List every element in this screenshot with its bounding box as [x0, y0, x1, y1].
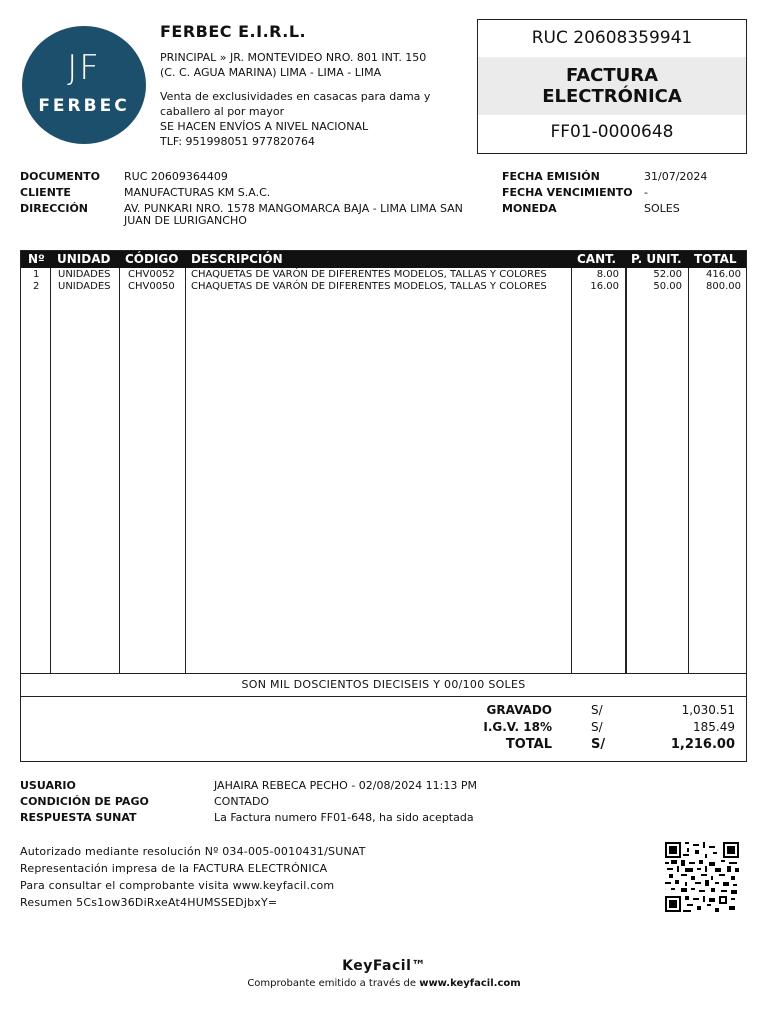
items-table [20, 250, 747, 762]
logo-monogram: JF [67, 48, 101, 88]
total-value: 1,216.00 [670, 737, 735, 752]
row-codigo: CHV0050 [128, 281, 175, 292]
row-total: 416.00 [706, 269, 741, 280]
col-unidad: UNIDAD [57, 252, 111, 266]
invoice-number: FF01-0000648 [550, 122, 674, 142]
row-total: 800.00 [706, 281, 741, 292]
desc-line-1: Venta de exclusividades en casacas para dama y [160, 90, 431, 103]
condicion-label: CONDICIÓN DE PAGO [20, 795, 149, 808]
usuario-label: USUARIO [20, 779, 76, 792]
direccion-line-2: JUAN DE LURIGANCHO [124, 214, 247, 227]
column-divider [571, 268, 572, 673]
row-no: 1 [33, 269, 40, 280]
condicion-value: CONTADO [214, 795, 270, 808]
gravado-value: 1,030.51 [681, 703, 735, 717]
meta-values [214, 778, 477, 826]
footer-subtitle [0, 978, 768, 989]
gravado-row [21, 703, 746, 720]
invoice-id-box [477, 19, 747, 154]
authorization-line-3: Para consultar el comprobante visita www.keyfacil.com [20, 879, 335, 892]
amount-in-words: SON MIL DOSCIENTOS DIECISEIS Y 00/100 SOLES [21, 673, 746, 697]
address-line-1: PRINCIPAL » JR. MONTEVIDEO NRO. 801 INT. 150 [160, 51, 427, 64]
igv-label: I.G.V. 18% [483, 720, 552, 734]
usuario-value: JAHAIRA REBECA PECHO - 02/08/2024 11:13 PM [214, 779, 478, 792]
col-codigo: CÓDIGO [125, 252, 179, 266]
fecha-vencimiento-value: - [644, 186, 648, 199]
company-name: FERBEC E.I.R.L. [160, 22, 307, 41]
company-logo [22, 26, 146, 144]
footer-link[interactable]: www.keyfacil.com [419, 978, 521, 989]
footer-sub-prefix: Comprobante emitido a través de [247, 978, 420, 989]
authorization-line-2: Representación impresa de la FACTURA ELECTRÓNICA [20, 862, 328, 875]
direccion-line-1: AV. PUNKARI NRO. 1578 MANGOMARCA BAJA - LIMA LIMA SAN [124, 202, 463, 215]
row-no: 2 [33, 281, 40, 292]
row-cant: 8.00 [596, 269, 619, 280]
authorization-line-1: Autorizado mediante resolución Nº 034-005-0010431/SUNAT [20, 845, 366, 858]
gravado-label: GRAVADO [486, 703, 552, 717]
direccion-value [124, 201, 496, 227]
fecha-vencimiento-label: FECHA VENCIMIENTO [502, 186, 633, 199]
col-punit: P. UNIT. [631, 252, 682, 266]
gravado-currency: S/ [591, 703, 603, 717]
fecha-emision-value: 31/07/2024 [644, 170, 708, 183]
col-descripcion: DESCRIPCIÓN [191, 252, 283, 266]
client-values [124, 169, 496, 227]
igv-row [21, 720, 746, 737]
igv-value: 185.49 [693, 720, 735, 734]
moneda-label: MONEDA [502, 202, 557, 215]
cliente-label: CLIENTE [20, 186, 71, 199]
col-cant: CANT. [577, 252, 617, 266]
logo-name: FERBEC [38, 96, 130, 116]
cliente-value: MANUFACTURAS KM S.A.C. [124, 186, 271, 199]
qr-code [665, 842, 739, 912]
col-no: Nº [28, 252, 45, 266]
column-divider [119, 268, 120, 673]
date-labels [502, 169, 633, 217]
row-codigo: CHV0052 [128, 269, 175, 280]
row-descripcion: CHAQUETAS DE VARÓN DE DIFERENTES MODELOS, TALLAS Y COLORES [191, 281, 547, 292]
row-punit: 52.00 [653, 269, 682, 280]
desc-line-2: caballero al por mayor [160, 105, 285, 118]
authorization-block [20, 843, 366, 911]
column-divider [688, 268, 689, 673]
document-type-line-2: ELECTRÓNICA [542, 86, 682, 107]
meta-labels [20, 778, 149, 826]
issuer-ruc: RUC 20608359941 [531, 28, 693, 48]
table-header [21, 251, 746, 268]
documento-label: DOCUMENTO [20, 170, 101, 183]
row-cant: 16.00 [590, 281, 619, 292]
footer-brand: KeyFacil™ [342, 958, 426, 974]
row-punit: 50.00 [653, 281, 682, 292]
column-divider [185, 268, 186, 673]
total-currency: S/ [591, 737, 606, 752]
col-total: TOTAL [694, 252, 737, 266]
document-type [478, 57, 746, 115]
respuesta-value: La Factura numero FF01-648, ha sido aceptada [214, 811, 474, 824]
row-unidad: UNIDADES [58, 281, 111, 292]
row-unidad: UNIDADES [58, 269, 111, 280]
date-values [644, 169, 707, 217]
total-label: TOTAL [505, 737, 552, 752]
desc-line-3: SE HACEN ENVÍOS A NIVEL NACIONAL [160, 120, 369, 133]
address-line-2: (C. C. AGUA MARINA) LIMA - LIMA - LIMA [160, 66, 382, 79]
direccion-label: DIRECCIÓN [20, 202, 89, 215]
row-descripcion: CHAQUETAS DE VARÓN DE DIFERENTES MODELOS, TALLAS Y COLORES [191, 269, 547, 280]
authorization-line-4: Resumen 5Cs1ow36DiRxeAt4HUMSSEDjbxY= [20, 896, 278, 909]
fecha-emision-label: FECHA EMISIÓN [502, 170, 600, 183]
respuesta-label: RESPUESTA SUNAT [20, 811, 137, 824]
client-labels [20, 169, 100, 217]
igv-currency: S/ [591, 720, 603, 734]
company-address [160, 50, 426, 80]
company-phone: TLF: 951998051 977820764 [160, 135, 315, 148]
company-description [160, 89, 475, 149]
documento-value: RUC 20609364409 [124, 170, 228, 183]
total-row [21, 737, 746, 754]
moneda-value: SOLES [644, 202, 680, 215]
column-divider [625, 268, 627, 673]
column-divider [50, 268, 51, 673]
document-type-line-1: FACTURA [565, 65, 659, 86]
